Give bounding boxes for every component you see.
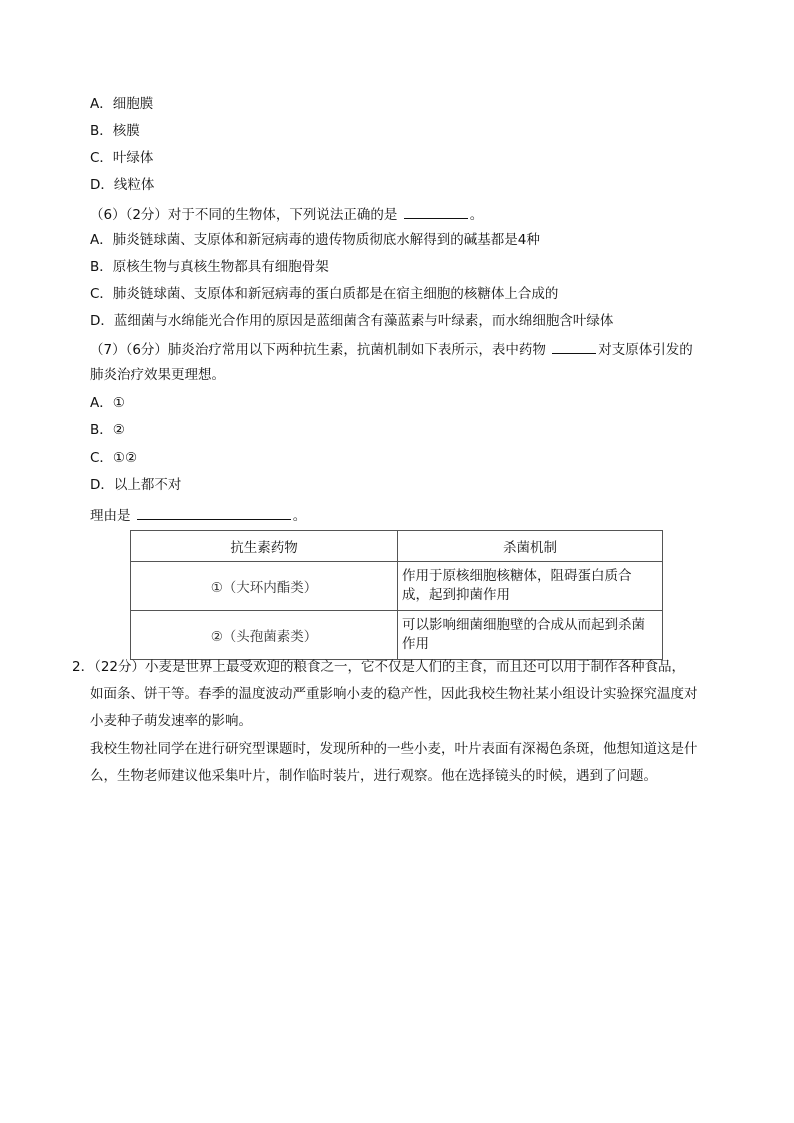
table-cell-drug: ②（头孢菌素类） — [131, 611, 398, 660]
table-cell-drug: ①（大环内酯类） — [131, 562, 398, 611]
answer-blank-reason[interactable] — [137, 505, 291, 520]
option-a-cell-membrane: A．细胞膜 — [90, 96, 154, 112]
question-7-stem-tail: 对支原体引发的 — [598, 342, 693, 358]
question-2-line3: 小麦种子萌发速率的影响。 — [90, 713, 252, 729]
question-2-line4: 我校生物社同学在进行研究型课题时，发现所种的一些小麦，叶片表面有深褐色条斑，他想知道这是什 — [90, 741, 698, 757]
table-header-drug: 抗生素药物 — [131, 531, 398, 562]
table-row — [131, 611, 663, 660]
question-2-line5: 么，生物老师建议他采集叶片，制作临时装片，进行观察。他在选择镜头的时候，遇到了问题。 — [90, 768, 657, 784]
question-6-stem-text: （6）（2分）对于不同的生物体，下列说法正确的是 — [90, 207, 402, 223]
answer-blank-q7[interactable] — [552, 339, 596, 354]
q6-option-c: C．肺炎链球菌、支原体和新冠病毒的蛋白质都是在宿主细胞的核糖体上合成的 — [90, 286, 559, 302]
q6-option-b: B．原核生物与真核生物都具有细胞骨架 — [90, 259, 329, 275]
question-2-line1: 2．（22分）小麦是世界上最受欢迎的粮食之一，它不仅是人们的主食，而且还可以用于制作各种食品， — [72, 659, 686, 675]
q7-option-d: D．以上都不对 — [90, 477, 182, 493]
q7-option-b: B．② — [90, 422, 125, 438]
table-cell-mechanism: 可以影响细菌细胞壁的合成从而起到杀菌作用 — [398, 611, 663, 660]
question-6-stem — [90, 204, 483, 224]
q7-option-c: C．①② — [90, 450, 138, 466]
reason-end: 。 — [292, 508, 307, 524]
question-7-stem-line2: 肺炎治疗效果更理想。 — [90, 367, 225, 383]
answer-blank-q6[interactable] — [404, 204, 468, 219]
option-b-nuclear-membrane: B．核膜 — [90, 123, 140, 139]
reason-label: 理由是 — [90, 508, 135, 524]
question-2-line2: 如面条、饼干等。春季的温度波动严重影响小麦的稳产性，因此我校生物社某小组设计实验探究温度对 — [90, 686, 698, 702]
option-d-mitochondria: D．线粒体 — [90, 177, 155, 193]
question-7-stem-text: （7）（6分）肺炎治疗常用以下两种抗生素，抗菌机制如下表所示，表中药物 — [90, 342, 551, 358]
question-6-stem-end: 。 — [469, 207, 484, 223]
option-c-chloroplast: C．叶绿体 — [90, 150, 154, 166]
table-cell-mechanism: 作用于原核细胞核糖体，阻碍蛋白质合成，起到抑菌作用 — [398, 562, 663, 611]
table-row — [131, 562, 663, 611]
q7-option-a: A．① — [90, 395, 125, 411]
table-header-row — [131, 531, 663, 562]
reason-line — [90, 505, 306, 525]
table-header-mechanism: 杀菌机制 — [398, 531, 663, 562]
q6-option-a: A．肺炎链球菌、支原体和新冠病毒的遗传物质彻底水解得到的碱基都是4种 — [90, 232, 540, 248]
q6-option-d: D．蓝细菌与水绵能光合作用的原因是蓝细菌含有藻蓝素与叶绿素，而水绵细胞含叶绿体 — [90, 313, 614, 329]
question-7-stem-line1 — [90, 339, 693, 359]
antibiotic-table — [130, 530, 663, 660]
